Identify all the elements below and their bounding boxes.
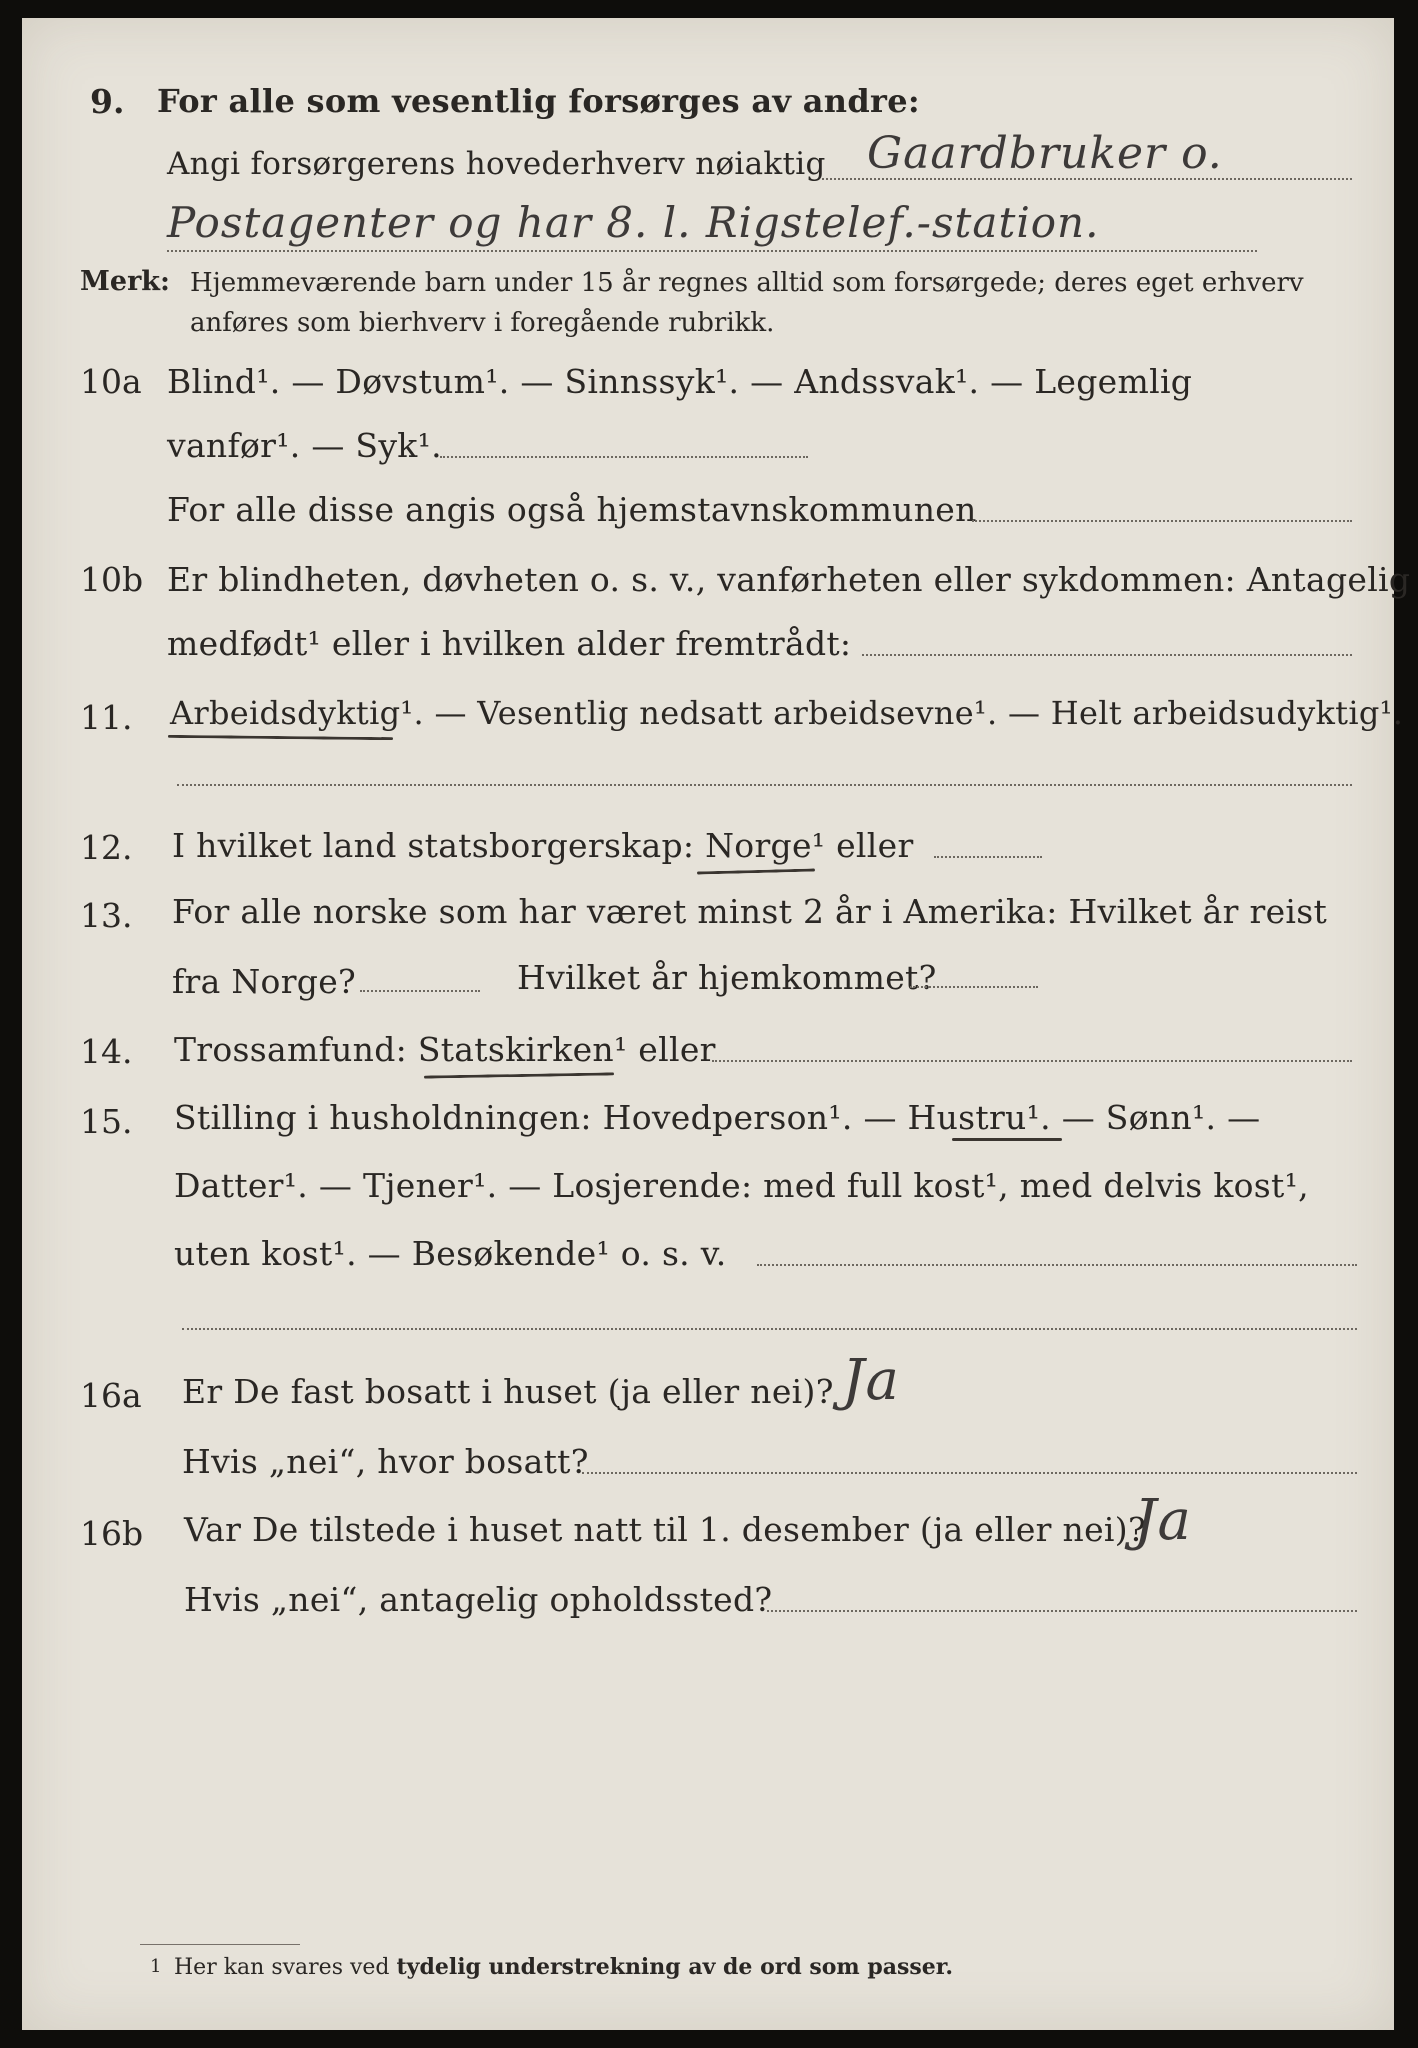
q11-number: 11. (80, 698, 133, 737)
q16b-line1: Var De tilstede i huset natt til 1. desember (ja eller nei)? (184, 1510, 1146, 1549)
q11-dotted-line (177, 784, 1352, 786)
q13-line2-a: fra Norge? (172, 962, 357, 1001)
q11-answer-underline (168, 735, 393, 740)
q10b-line1: Er blindheten, døvheten o. s. v., vanførheten eller sykdommen: Antagelig (167, 560, 1411, 599)
q15-dotted-line-1 (757, 1264, 1357, 1266)
merk-line1: Hjemmeværende barn under 15 år regnes alltid som forsørgede; deres eget erhverv (190, 268, 1304, 298)
q9-answer-line1: Gaardbruker o. (867, 128, 1223, 179)
q12-text: I hvilket land statsborgerskap: Norge¹ eller (172, 826, 914, 865)
q10b-dotted-line (862, 654, 1352, 656)
q10a-line2: vanfør¹. — Syk¹. (167, 426, 442, 465)
q9-dotted-line-1 (822, 178, 1352, 180)
q9-prompt: Angi forsørgerens hovederhverv nøiaktig (167, 146, 826, 182)
q9-heading: For alle som vesentlig forsørges av andre: (157, 82, 920, 120)
footnote-text (174, 1954, 953, 1980)
footnote-rule (140, 1944, 300, 1945)
q13-dotted-line-2 (910, 986, 1038, 988)
q13-number: 13. (80, 896, 133, 935)
q15-dotted-line-2 (182, 1328, 1357, 1330)
q12-answer-underline (697, 868, 815, 874)
q13-line2-b: Hvilket år hjemkommet? (517, 958, 937, 997)
census-form-page (22, 18, 1411, 2030)
q12-dotted-line (934, 856, 1042, 858)
q16b-line2: Hvis „nei“, antagelig opholdssted? (184, 1580, 773, 1619)
q10a-dotted-line-1 (440, 456, 808, 458)
q10a-line3: For alle disse angis også hjemstavnskommunen (167, 490, 977, 529)
q12-number: 12. (80, 828, 133, 867)
q16a-dotted-line (582, 1472, 1357, 1474)
q14-number: 14. (80, 1032, 133, 1071)
q16a-number: 16a (80, 1376, 142, 1415)
q10b-line2: medfødt¹ eller i hvilken alder fremtrådt: (167, 624, 852, 663)
q10a-number: 10a (80, 362, 142, 401)
footnote-text-bold: tydelig understrekning av de ord som passer. (396, 1954, 954, 1980)
q10a-dotted-line-2 (972, 520, 1352, 522)
merk-label: Merk: (80, 266, 170, 297)
q9-answer-line2: Postagenter og har 8. l. Rigstelef.-station. (167, 198, 1100, 247)
q9-dotted-line-2 (167, 250, 1257, 252)
q16b-number: 16b (80, 1514, 144, 1553)
q14-dotted-line (712, 1060, 1352, 1062)
q15-line2: Datter¹. — Tjener¹. — Losjerende: med full kost¹, med delvis kost¹, (174, 1166, 1309, 1205)
merk-line2: anføres som bierhverv i foregående rubrikk. (190, 308, 775, 338)
footnote-text-plain: Her kan svares ved (174, 1955, 397, 1980)
q16b-answer: Ja (1134, 1488, 1192, 1553)
q13-line1: For alle norske som har været minst 2 år i Amerika: Hvilket år reist (172, 892, 1328, 931)
q16a-answer: Ja (842, 1348, 900, 1413)
q11-text: Arbeidsdyktig¹. — Vesentlig nedsatt arbeidsevne¹. — Helt arbeidsudyktig¹. (170, 694, 1404, 732)
q16a-line2: Hvis „nei“, hvor bosatt? (182, 1442, 589, 1481)
q14-answer-underline (424, 1072, 614, 1078)
q13-dotted-line-1 (360, 990, 480, 992)
q15-answer-underline (952, 1138, 1062, 1141)
q10a-line1: Blind¹. — Døvstum¹. — Sinnssyk¹. — Andssvak¹. — Legemlig (167, 362, 1193, 401)
footnote-mark: 1 (150, 1956, 162, 1977)
q15-line1: Stilling i husholdningen: Hovedperson¹. — Hustru¹. — Sønn¹. — (174, 1098, 1261, 1137)
q16b-dotted-line (767, 1610, 1357, 1612)
q10b-number: 10b (80, 560, 144, 599)
q15-number: 15. (80, 1102, 133, 1141)
q15-line3: uten kost¹. — Besøkende¹ o. s. v. (174, 1234, 727, 1273)
q9-number: 9. (90, 82, 125, 121)
q16a-line1: Er De fast bosatt i huset (ja eller nei)? (182, 1372, 834, 1411)
q14-text: Trossamfund: Statskirken¹ eller (174, 1030, 716, 1069)
